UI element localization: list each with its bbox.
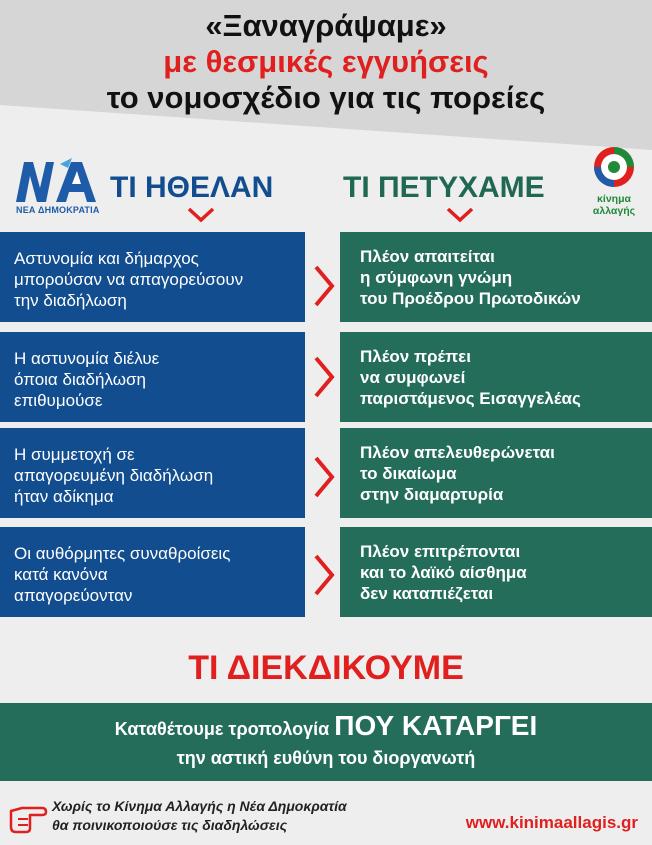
before-text: απαγορεύονταν <box>14 586 133 605</box>
after-text: Πλέον επιτρέπονται <box>360 542 521 561</box>
before-text: κατά κανόνα <box>14 565 108 584</box>
before-text: επιθυμούσε <box>14 391 103 410</box>
banner-line-1 <box>0 711 652 744</box>
before-box-4 <box>0 527 305 617</box>
banner-line-2: την αστική ευθύνη του διοργανωτή <box>176 748 476 768</box>
claim-heading: ΤΙ ΔΙΕΚΔΙΚΟΥΜΕ <box>188 649 464 687</box>
before-box-1 <box>0 232 305 322</box>
footer-note <box>52 797 347 835</box>
after-text: του Προέδρου Πρωτοδικών <box>360 289 581 308</box>
after-text: Πλέον πρέπει <box>360 347 471 366</box>
nd-logo-text: ΝΕΑ ΔΗΜΟΚΡΑΤΙΑ <box>16 205 100 215</box>
before-box-3 <box>0 428 305 518</box>
banner-prefix: Καταθέτουμε τροπολογία <box>114 719 335 739</box>
after-box-1 <box>340 232 652 322</box>
chevron-right-icon <box>311 553 337 597</box>
after-box-4 <box>340 527 652 617</box>
after-box-3 <box>340 428 652 518</box>
kinal-logo-line1: κίνημα <box>597 193 631 205</box>
nd-logo <box>16 158 100 222</box>
proposal-banner <box>0 703 652 781</box>
after-text: το δικαίωμα <box>360 464 457 483</box>
left-column-heading: ΤΙ ΗΘΕΛΑΝ <box>110 171 274 204</box>
after-text: Πλέον απελευθερώνεται <box>360 443 555 462</box>
before-text: μπορούσαν να απαγορεύσουν <box>14 270 244 289</box>
nd-logo-icon <box>16 158 100 202</box>
kinal-logo-text <box>582 193 646 217</box>
after-text: παριστάμενος Εισαγγελέας <box>360 389 581 408</box>
before-text: Η συμμετοχή σε <box>14 445 135 464</box>
title-line-1: «Ξαναγράψαμε» <box>205 8 447 43</box>
title-line-2: με θεσμικές εγγυήσεις <box>163 44 489 79</box>
after-text: και το λαϊκό αίσθημα <box>360 563 527 582</box>
kinal-logo-line2: αλλαγής <box>592 205 636 217</box>
kinal-logo-icon <box>582 143 646 191</box>
chevron-down-icon <box>187 207 215 223</box>
footer-line-2: θα ποινικοποιούσε τις διαδηλώσεις <box>52 817 288 833</box>
before-text: Οι αυθόρμητες συναθροίσεις <box>14 544 231 563</box>
before-text: την διαδήλωση <box>14 291 127 310</box>
before-text: Αστυνομία και δήμαρχος <box>14 249 199 268</box>
after-text: η σύμφωνη γνώμη <box>360 268 513 287</box>
before-text: απαγορευμένη διαδήλωση <box>14 466 214 485</box>
after-text: στην διαμαρτυρία <box>360 485 504 504</box>
website-link[interactable]: www.kinimaallagis.gr <box>465 813 638 832</box>
after-box-2 <box>340 332 652 422</box>
chevron-right-icon <box>311 355 337 399</box>
before-box-2 <box>0 332 305 422</box>
before-text: Η αστυνομία διέλυε <box>14 349 160 368</box>
chevron-right-icon <box>311 264 337 308</box>
right-column-heading: ΤΙ ΠΕΤΥΧΑΜΕ <box>343 171 545 204</box>
title-line-3: το νομοσχέδιο για τις πορείες <box>106 80 546 115</box>
banner-emphasis: ΠΟΥ ΚΑΤΑΡΓΕΙ <box>334 710 538 741</box>
before-text: όποια διαδήλωση <box>14 370 146 389</box>
kinal-logo <box>582 143 646 233</box>
pointing-hand-icon <box>8 799 48 835</box>
chevron-down-icon <box>446 207 474 223</box>
chevron-right-icon <box>311 455 337 499</box>
before-text: ήταν αδίκημα <box>14 487 114 506</box>
after-text: δεν καταπιέζεται <box>360 584 494 603</box>
after-text: Πλέον απαιτείται <box>360 247 495 266</box>
after-text: να συμφωνεί <box>360 368 466 387</box>
footer-line-1: Χωρίς το Κίνημα Αλλαγής η Νέα Δημοκρατία <box>52 798 347 814</box>
